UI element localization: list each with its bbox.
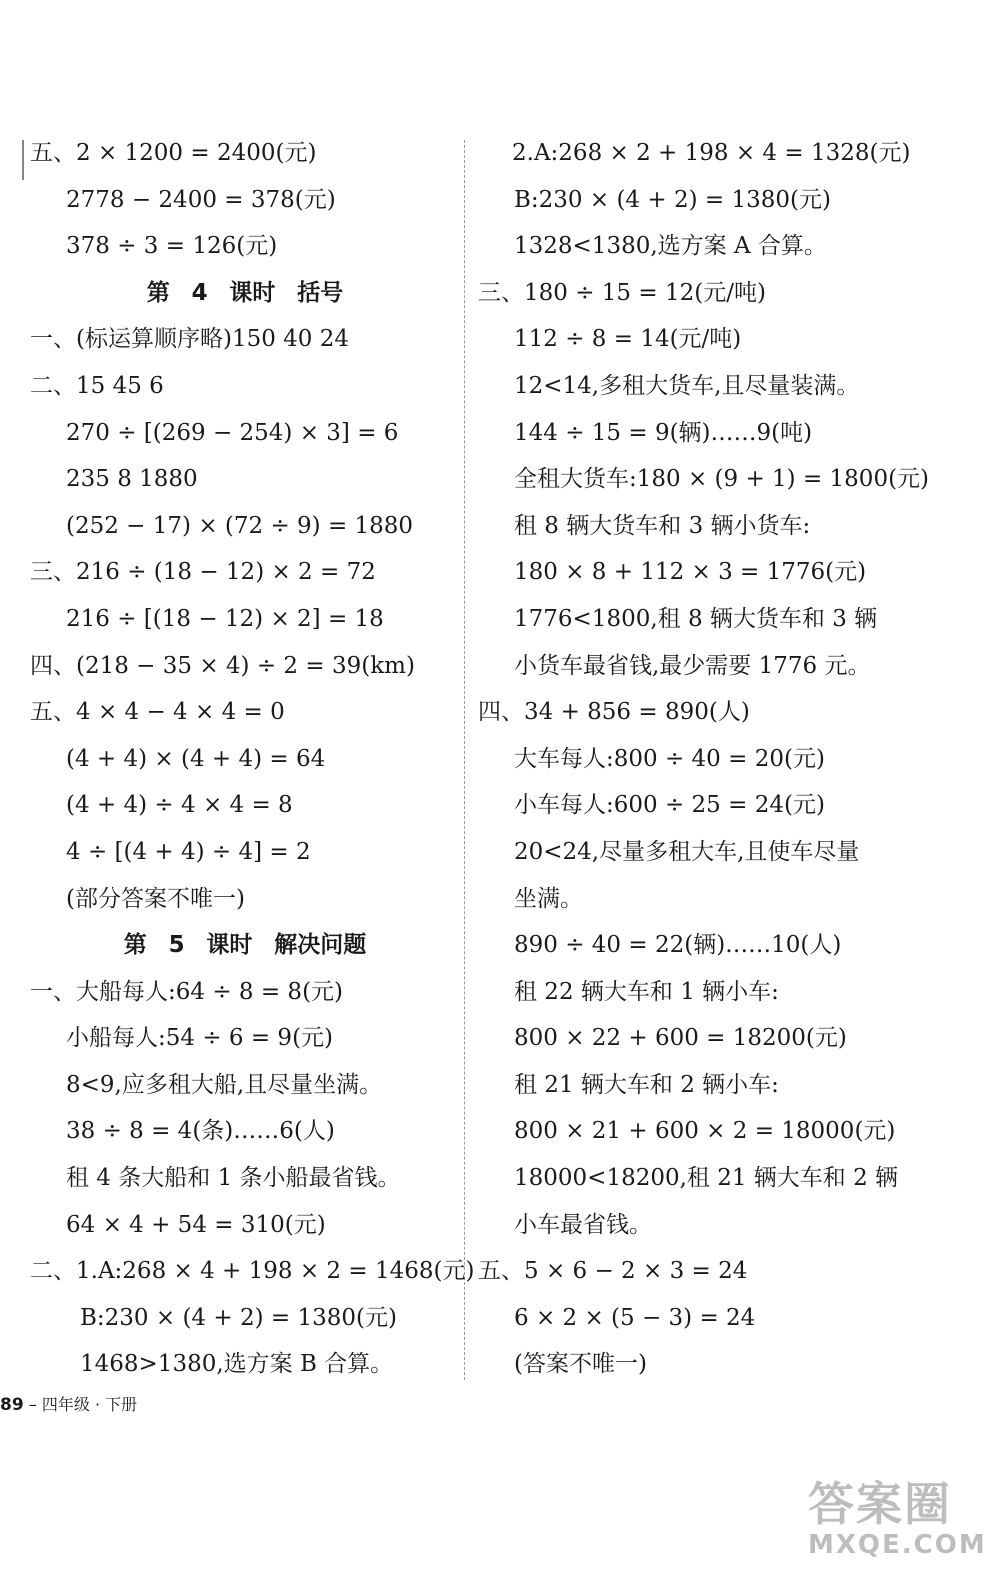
- answer-line: 2.A:268 × 2 + 198 × 4 = 1328(元): [512, 140, 911, 166]
- answer-line: 1468>1380,选方案 B 合算。: [80, 1351, 394, 1378]
- answer-line: 小车每人:600 ÷ 25 = 24(元): [514, 792, 825, 819]
- answer-line: (4 + 4) ÷ 4 × 4 = 8: [66, 792, 293, 819]
- grade-label: 四年级 · 下册: [41, 1395, 138, 1414]
- page-footer: [0, 1392, 137, 1415]
- site-watermark: [808, 1478, 988, 1568]
- left-column: [30, 130, 475, 1388]
- answer-line: 全租大货车:180 × (9 + 1) = 1800(元): [514, 466, 930, 493]
- answer-line: 890 ÷ 40 = 22(辆)……10(人): [514, 932, 842, 959]
- answer-line: 租 8 辆大货车和 3 辆小货车:: [514, 512, 811, 539]
- page-number: 89: [0, 1395, 24, 1415]
- answer-line: 五、5 × 6 − 2 × 3 = 24: [478, 1258, 748, 1285]
- answer-line: B:230 × (4 + 2) = 1380(元): [80, 1304, 397, 1331]
- watermark-logo: 答案圈: [808, 1477, 952, 1531]
- answer-line: 12<14,多租大货车,且尽量装满。: [514, 372, 860, 399]
- answer-line: 800 × 21 + 600 × 2 = 18000(元): [514, 1118, 896, 1145]
- answer-note: (部分答案不唯一): [66, 885, 245, 912]
- watermark-url: MXQE.COM: [808, 1530, 987, 1560]
- answer-line: 1776<1800,租 8 辆大货车和 3 辆: [514, 605, 878, 632]
- right-column: [478, 130, 978, 1388]
- answer-line: B:230 × (4 + 2) = 1380(元): [514, 186, 831, 213]
- answer-line: 270 ÷ [(269 − 254) × 3] = 6: [66, 419, 399, 446]
- footer-dash: –: [28, 1395, 37, 1414]
- answer-line: 378 ÷ 3 = 126(元): [66, 233, 278, 260]
- answer-line: 18000<18200,租 21 辆大车和 2 辆: [514, 1165, 899, 1192]
- answer-line: 20<24,尽量多租大车,且使车尽量: [514, 838, 860, 865]
- answer-note: (答案不唯一): [514, 1351, 647, 1378]
- answer-line: 144 ÷ 15 = 9(辆)……9(吨): [514, 419, 813, 446]
- answer-line: 四、(218 − 35 × 4) ÷ 2 = 39(km): [30, 652, 415, 679]
- answer-line: 112 ÷ 8 = 14(元/吨): [514, 326, 742, 353]
- answer-line: 四、34 + 856 = 890(人): [478, 699, 750, 726]
- answer-line: 租 22 辆大车和 1 辆小车:: [514, 978, 779, 1005]
- answer-line: 五、4 × 4 − 4 × 4 = 0: [30, 699, 285, 726]
- answer-line: 三、180 ÷ 15 = 12(元/吨): [478, 279, 766, 306]
- answer-line: 五、2 × 1200 = 2400(元): [30, 140, 317, 166]
- answer-line: 2778 − 2400 = 378(元): [66, 186, 336, 213]
- answer-line: 租 21 辆大车和 2 辆小车:: [514, 1071, 779, 1098]
- answer-line: 180 × 8 + 112 × 3 = 1776(元): [514, 559, 867, 586]
- answer-line: 小车最省钱。: [514, 1211, 652, 1238]
- answer-line: 64 × 4 + 54 = 310(元): [66, 1211, 326, 1238]
- answer-line: 二、1.A:268 × 4 + 198 × 2 = 1468(元): [30, 1258, 475, 1285]
- column-divider: [464, 140, 465, 1380]
- answer-line: 235 8 1880: [66, 466, 198, 493]
- answer-line: 小船每人:54 ÷ 6 = 9(元): [66, 1025, 334, 1052]
- margin-rule: [22, 140, 24, 180]
- answer-line: 1328<1380,选方案 A 合算。: [514, 233, 827, 260]
- answer-line: 坐满。: [514, 885, 583, 912]
- answer-line: 小货车最省钱,最少需要 1776 元。: [514, 652, 871, 679]
- answer-line: 216 ÷ [(18 − 12) × 2] = 18: [66, 605, 384, 632]
- answer-line: 一、(标运算顺序略)150 40 24: [30, 326, 350, 353]
- answer-line: 大车每人:800 ÷ 40 = 20(元): [514, 745, 825, 772]
- answer-line: 6 × 2 × (5 − 3) = 24: [514, 1304, 756, 1331]
- answer-line: 38 ÷ 8 = 4(条)……6(人): [66, 1118, 335, 1145]
- answer-line: 一、大船每人:64 ÷ 8 = 8(元): [30, 978, 344, 1005]
- answer-line: (4 + 4) × (4 + 4) = 64: [66, 745, 326, 772]
- answer-line: (252 − 17) × (72 ÷ 9) = 1880: [66, 512, 414, 539]
- lesson-heading: 第 5 课时 解决问题: [123, 932, 367, 959]
- answer-line: 二、15 45 6: [30, 372, 164, 399]
- answer-line: 三、216 ÷ (18 − 12) × 2 = 72: [30, 559, 376, 586]
- lesson-heading: 第 4 课时 括号: [146, 279, 344, 306]
- answer-line: 800 × 22 + 600 = 18200(元): [514, 1025, 847, 1052]
- answer-line: 8<9,应多租大船,且尽量坐满。: [66, 1071, 383, 1098]
- answer-line: 租 4 条大船和 1 条小船最省钱。: [66, 1165, 401, 1192]
- answer-line: 4 ÷ [(4 + 4) ÷ 4] = 2: [66, 838, 311, 865]
